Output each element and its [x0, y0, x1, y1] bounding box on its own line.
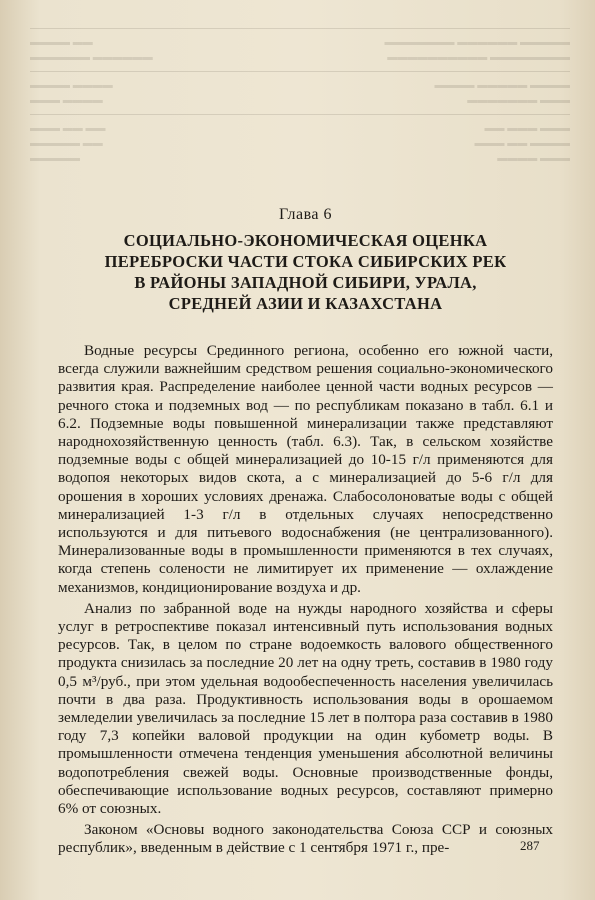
- paragraph: Законом «Основы водного законодательства Союза ССР и союзных республик», введенным в действие с 1 сентября 1971 г., пре-: [58, 821, 553, 857]
- bleed-through-table: ▬▬▬▬ ▬▬ ▬▬▬▬▬▬▬ ▬▬▬▬▬▬ ▬▬▬▬▬ ▬▬▬▬▬▬ ▬▬▬▬▬▬ ▬▬▬▬▬▬▬▬▬▬ ▬▬▬▬▬▬▬▬ ▬▬▬▬ ▬▬▬▬ ▬▬▬▬ ▬▬▬▬▬ ▬▬▬▬ ▬▬▬ ▬▬▬▬ ▬▬▬▬▬▬▬ ▬▬▬ ▬▬▬ ▬▬ ▬▬ ▬▬ ▬▬▬ ▬▬▬ ▬▬▬▬▬ ▬▬ ▬▬▬ ▬▬ ▬▬▬▬ ▬▬▬▬▬ ▬▬▬▬ ▬▬▬: [30, 20, 570, 210]
- chapter-label: Глава 6: [278, 206, 333, 223]
- chapter-title-line: В РАЙОНЫ ЗАПАДНОЙ СИБИРИ, УРАЛА,: [134, 273, 477, 292]
- chapter-content: [58, 206, 553, 858]
- paragraph: Водные ресурсы Срединного региона, особенно его южной части, всегда служили важнейшим средством решения социально-экономического развития края. Распределение наиболее ценной части водных ресурсов — речного стока и подземных вод — по республикам показано в табл. 6.1 и 6.2. Подземные воды повышенной минерализации также представляют народнохозяйственную ценность (табл. 6.3). Так, в сельском хозяйстве подземные воды с общей минерализацией до 10-15 г/л применяются для водопоя некоторых видов скота, а с минерализацией до 5-6 г/л для орошения в хороших условиях дренажа. Слабосолоноватые воды с общей минерализацией 1-3 г/л в отдельных случаях непосредственно используются и для питьевого водоснабжения (не централизованного). Минерализованные воды в промышленности применяются в тех случаях, когда степень солености не лимитирует их применение — охлаждение механизмов, кондиционирование воздуха и др.: [58, 342, 553, 596]
- chapter-title-line: СОЦИАЛЬНО-ЭКОНОМИЧЕСКАЯ ОЦЕНКА: [123, 231, 488, 250]
- chapter-title-line: СРЕДНЕЙ АЗИИ И КАЗАХСТАНА: [168, 294, 443, 313]
- chapter-title-line: ПЕРЕБРОСКИ ЧАСТИ СТОКА СИБИРСКИХ РЕК: [104, 252, 507, 271]
- chapter-title: [58, 230, 553, 314]
- page-number: 287: [520, 838, 540, 853]
- body-text: [58, 342, 553, 858]
- paragraph: Анализ по забранной воде на нужды народного хозяйства и сферы услуг в ретроспективе показал интенсивный путь использования водных ресурсов. Так, в целом по стране водоемкость валового общественного продукта снизилась за последние 20 лет на одну треть, составив в 1980 году 0,5 м³/руб., при этом удельная водообеспеченность населения увеличилась почти в два раза. Продуктивность использования воды в орошаемом земледелии увеличилась за последние 15 лет в полтора раза составив в 1980 году 7,3 копейки валовой продукции на один кубометр воды. В промышленности отмечена тенденция уменьшения абсолютной величины водопотребления свежей воды. Основные производственные фонды, обеспечивающие использование водных ресурсов, составляют примерно 6% от союзных.: [58, 599, 553, 818]
